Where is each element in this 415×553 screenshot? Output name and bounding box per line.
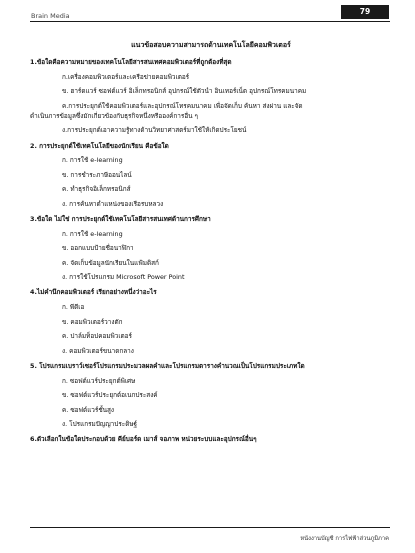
header-brand: Brain Media <box>31 12 70 20</box>
q4-option-a: ก. พีดีเอ <box>62 303 85 312</box>
q3-option-a: ก. การใช้ e-learning <box>62 229 123 238</box>
q2-option-a: ก. การใช้ e-learning <box>62 156 123 165</box>
q2-option-d: ง. การค้นหาตำแหน่งของเรือรบหลวง <box>62 199 164 208</box>
q2-option-b: ข. การชำระภาษีออนไลน์ <box>62 170 132 179</box>
q4-option-b: ข. คอมพิวเตอร์วางตัก <box>62 317 123 326</box>
q1-option-c-continued: ดำเนินการข้อมูลซึ่งมักเกี่ยวข้องกับธุรกิจหนึ่งหรือองค์การอื่น ๆ <box>30 111 198 120</box>
q1-option-c: ค.การประยุกต์ใช้คอมพิวเตอร์และอุปกรณ์โทรคมนาคม เพื่อจัดเก็บ ค้นหา ส่งผ่าน และจัด <box>62 101 303 110</box>
question-1: 1.ข้อใดคือความหมายของเทคโนโลยีสารสนเทศคอมพิวเตอร์ที่ถูกต้องที่สุด <box>30 57 232 66</box>
q3-option-c: ค. จัดเก็บข้อมูลนักเรียนในแฟ้มดิสก์ <box>62 258 159 267</box>
q3-option-b: ข. ออกแบบป้ายชื่อนาฬิกา <box>62 244 134 253</box>
document-body <box>30 41 392 444</box>
question-4: 4.ไม่คำนึกคอมพิวเตอร์ เรียกอย่างหนึ่งว่าอะไร <box>30 288 157 297</box>
q3-option-d: ง. การใช้โปรแกรม Microsoft Power Point <box>62 273 185 282</box>
q2-option-c: ค. ทำธุรกิจอิเล็กทรอนิกส์ <box>62 185 131 194</box>
q1-option-d: ง.การประยุกต์เอาความรู้ทางด้านวิทยาศาสตร์มาใช้ให้เกิดประโยชน์ <box>62 126 247 135</box>
question-5: 5. โปรแกรมเบราว์เซอร์โปรแกรมประมวลผลคำและโปรแกรมตารางคำนวณเป็นโปรแกรมประเภทใด <box>30 361 305 370</box>
q5-option-d: ง. โปรแกรมปัญญาประดิษฐ์ <box>62 420 138 429</box>
q4-option-d: ง. คอมพิวเตอร์ขนาดกลาง <box>62 346 134 355</box>
q5-option-a: ก. ซอฟต์แวร์ประยุกต์พิเศษ <box>62 376 136 385</box>
q5-option-b: ข. ซอฟต์แวร์ประยุกต์อเนกประสงค์ <box>62 391 158 400</box>
footer-rule <box>30 527 390 528</box>
page-number-badge: 79 <box>341 5 389 19</box>
footer-text: หนังงานบัญชี การไฟฟ้าส่วนภูมิภาค <box>300 536 389 542</box>
question-3: 3.ข้อใด ไม่ใช่ การประยุกต์ใช้เทคโนโลยีสารสนเทศด้านการศึกษา <box>30 214 211 223</box>
question-6: 6.ตัวเลือกในข้อใดประกอบด้วย คีย์บอร์ด เมาส์ จอภาพ หน่วยระบบและอุปกรณ์อื่นๆ <box>30 435 257 444</box>
q5-option-c: ค. ซอฟต์แวร์ชั้นสูง <box>62 405 115 414</box>
header-rule <box>30 21 390 22</box>
q1-option-a: ก.เครื่องคอมพิวเตอร์และเครือข่ายคอมพิวเตอร์ <box>62 72 190 81</box>
q1-option-b: ข. ฮาร์ดแวร์ ซอฟต์แวร์ อิเล็กทรอนิกส์ อุปกรณ์ใช้ตัวนำ อินเทอร์เน็ต อุปกรณ์โทรคมนาคม <box>62 87 307 96</box>
q4-option-c: ค. ปาล์มท็อปคอมพิวเตอร์ <box>62 332 132 341</box>
question-2: 2. การประยุกต์ใช้เทคโนโลยีของนักเรียน คือข้อใด <box>30 141 169 150</box>
document-title: แนวข้อสอบความสามารถด้านเทคโนโลยีคอมพิวเตอร์ <box>131 41 291 49</box>
